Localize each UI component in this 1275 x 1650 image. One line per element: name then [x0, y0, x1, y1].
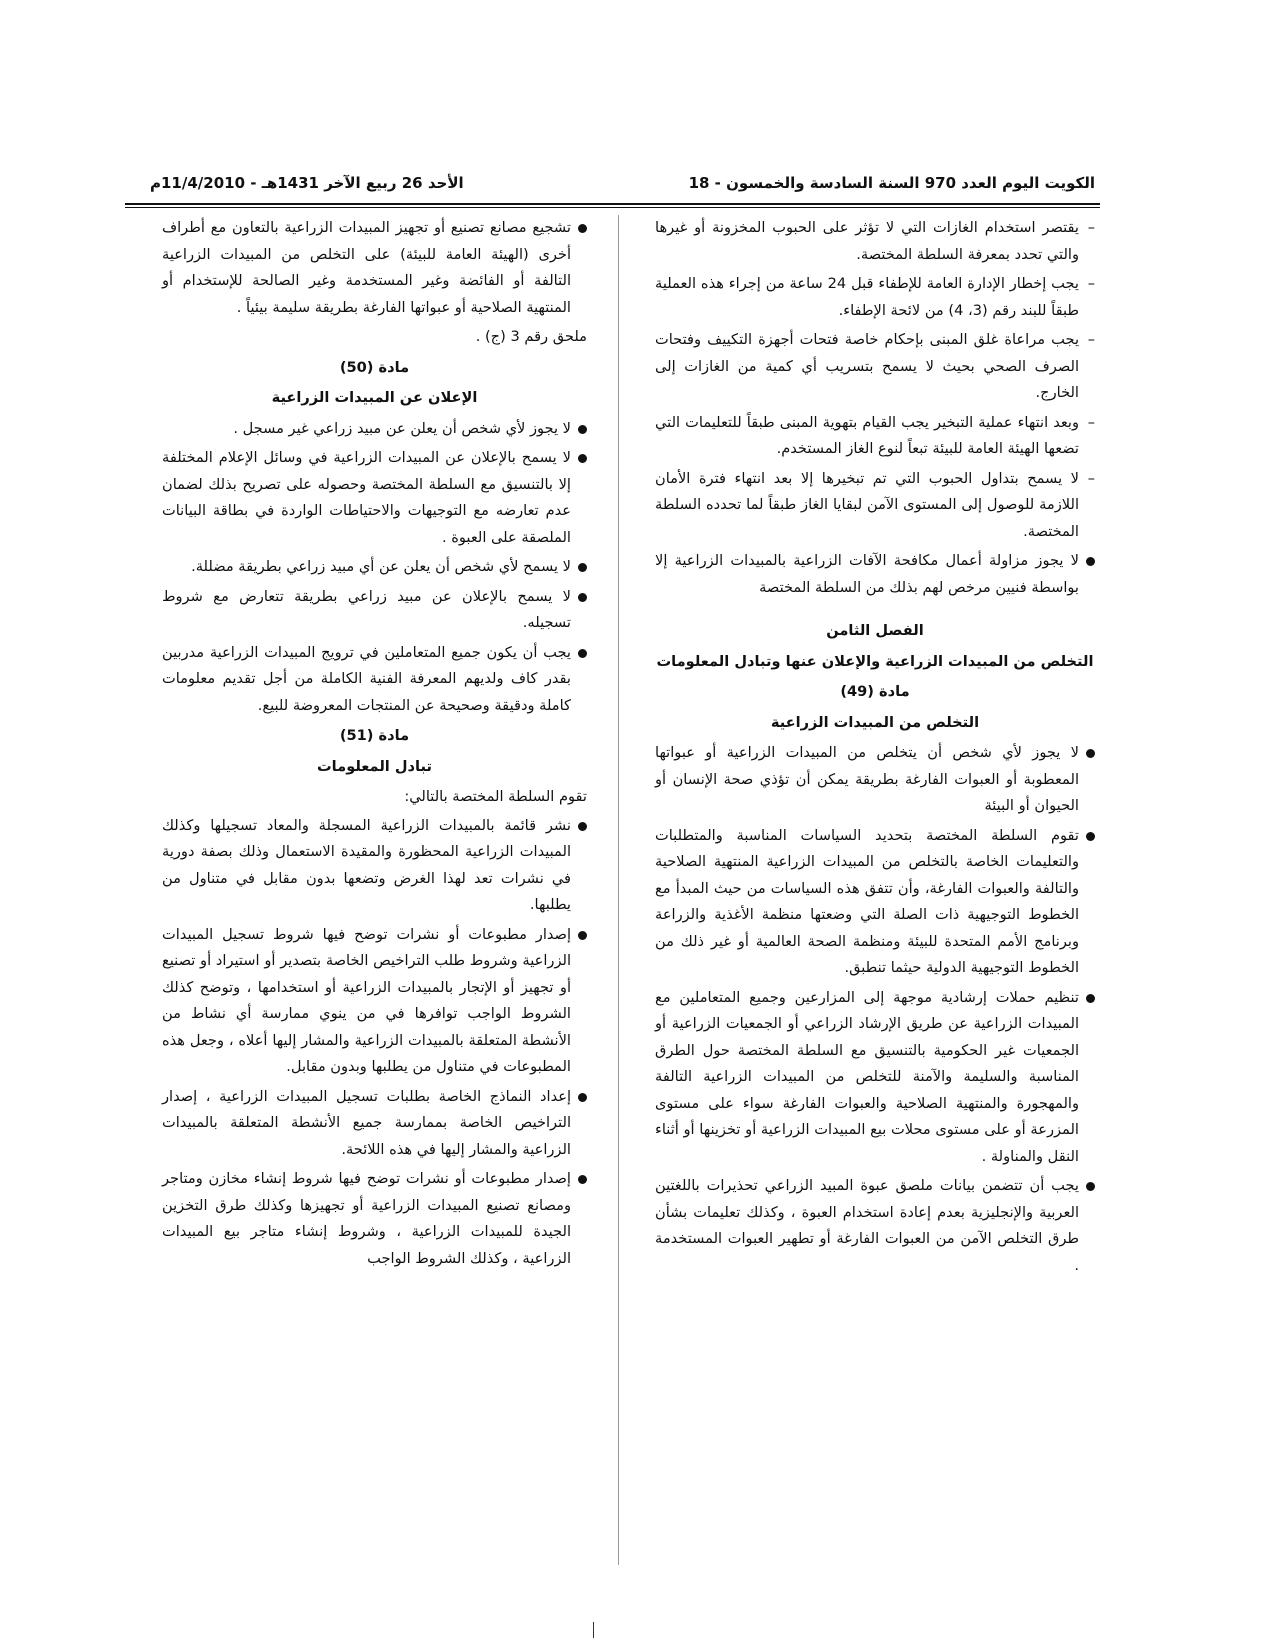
bullet-item: يجب أن تتضمن بيانات ملصق عبوة المبيد الزراعي تحذيرات باللغتين العربية والإنجليزية بعدم إعادة استخدام العبوة ، وكذلك تعليمات بشأن طرق التخلص الآمن من العبوات الفارغة أو تطهير العبوات المستخدمة .	[655, 1173, 1095, 1279]
article-heading: مادة (49)	[840, 683, 910, 700]
left-column	[162, 215, 587, 1275]
scan-mark	[593, 1622, 594, 1638]
bullet-item: إعداد النماذج الخاصة بطلبات تسجيل المبيدات الزراعية ، إصدار التراخيص الخاصة بممارسة جميع الأنشطة المتعلقة بالمبيدات الزراعية والمشار إليها في هذه اللائحة.	[162, 1084, 587, 1164]
bullet-item: نشر قائمة بالمبيدات الزراعية المسجلة والمعاد تسجيلها وكذلك المبيدات الزراعية المحظورة والمقيدة الاستعمال وذلك بصفة دورية في نشرات تعد لهذا الغرض وتضعها بدون مقابل في متناول من يطلبها.	[162, 813, 587, 919]
bullet-icon	[578, 649, 587, 658]
bullet-icon	[1086, 1182, 1095, 1191]
bullet-item: إصدار مطبوعات أو نشرات توضح فيها شروط تسجيل المبيدات الزراعية وشروط طلب التراخيص الخاصة بتصدير أو استيراد أو تصنيع أو تجهيز أو الإتجار بالمبيدات الزراعية أو استخدامها ، وتوضح كذلك الشروط الواجب توافرها في من ينوي ممارسة أي نشاط من الأنشطة المتعلقة بالمبيدات الزراعية والمشار إليها أعلاه ، وجعل هذه المطبوعات في متناول من يطلبها وبدون مقابل.	[162, 922, 587, 1081]
bullet-item: لا يسمح بالإعلان عن المبيدات الزراعية في وسائل الإعلام المختلفة إلا بالتنسيق مع السلطة المختصة وحصوله على تصريح بذلك لضمان عدم تعارضه مع التوجيهات والاحتياطات الواردة في بطاقة البيانات الملصقة على العبوة .	[162, 445, 587, 551]
article-title: التخلص من المبيدات الزراعية	[770, 713, 980, 731]
bullet-icon	[1086, 749, 1095, 758]
page-header	[150, 168, 1095, 198]
bullet-icon	[578, 931, 587, 940]
bullet-item: تشجيع مصانع تصنيع أو تجهيز المبيدات الزراعية بالتعاون مع أطراف أخرى (الهيئة العامة للبيئة) على التخلص من المبيدات الزراعية التالفة أو الفائضة وغير المستخدمة وغير الصالحة للإستخدام أو المنتهية الصلاحية أو عبواتها الفارغة بطريقة سليمة بيئياً .	[162, 215, 587, 321]
chapter-subtitle: التخلص من المبيدات الزراعية والإعلان عنها وتبادل المعلومات	[656, 652, 1094, 670]
header-date: الأحد 26 ربيع الآخر 1431هـ - 11/4/2010م	[150, 174, 464, 192]
column-divider	[618, 215, 619, 1565]
dash-item: – يجب إخطار الإدارة العامة للإطفاء قبل 24 ساعة من إجراء هذه العملية طبقاً للبند رقم (3، 4) من لائحة الإطفاء.	[655, 275, 1095, 319]
bullet-icon	[1086, 557, 1095, 566]
header-issue-info: الكويت اليوم العدد 970 السنة السادسة والخمسون - 18	[688, 174, 1095, 192]
dash-item: – لا يسمح بتداول الحبوب التي تم تبخيرها إلا بعد انتهاء فترة الأمان اللازمة للوصول إلى المستوى الآمن لبقايا الغاز طبقاً لما تحدده السلطة المختصة.	[655, 469, 1095, 540]
bullet-item: لا يسمح لأي شخص أن يعلن عن أي مبيد زراعي بطريقة مضللة.	[162, 554, 587, 581]
bullet-icon	[578, 425, 587, 434]
article-heading: مادة (50)	[339, 358, 410, 376]
right-column	[655, 215, 1095, 1282]
article-intro: تقوم السلطة المختصة بالتالي:	[404, 788, 587, 805]
bullet-item: لا يجوز لأي شخص أن يعلن عن مبيد زراعي غير مسجل .	[162, 416, 587, 443]
bullet-icon	[578, 1175, 587, 1184]
bullet-item: تقوم السلطة المختصة بتحديد السياسات المناسبة والمتطلبات والتعليمات الخاصة بالتخلص من المبيدات الزراعية المنتهية الصلاحية والتالفة والعبوات الفارغة، وأن تتفق هذه السياسات من حيث المبدأ مع الخطوط التوجيهية ذات الصلة التي وضعتها منظمة الأغذية والزراعة وبرنامج الأمم المتحدة للبيئة ومنظمة الصحة العالمية أو غير ذلك من الخطوط التوجيهية الدولية حيثما تنطبق.	[655, 823, 1095, 982]
bullet-item: إصدار مطبوعات أو نشرات توضح فيها شروط إنشاء مخازن ومتاجر ومصانع تصنيع المبيدات الزراعية أو تجهيزها وكذلك طرق التخزين الجيدة للمبيدات الزراعية ، وشروط إنشاء متاجر بيع المبيدات الزراعية ، وكذلك الشروط الواجب	[162, 1166, 587, 1272]
bullet-icon	[1086, 994, 1095, 1003]
dash-item: – يقتصر استخدام الغازات التي لا تؤثر على الحبوب المخزونة أو غيرها والتي تحدد بمعرفة السلطة المختصة.	[655, 219, 1095, 263]
header-rule-thin	[125, 207, 1100, 208]
bullet-icon	[578, 822, 587, 831]
bullet-item: تنظيم حملات إرشادية موجهة إلى المزارعين وجميع المتعاملين مع المبيدات الزراعية عن طريق الإرشاد الزراعي أو الجمعيات الزراعية أو الجمعيات غير الحكومية بالتنسيق مع السلطة المختصة حول الطرق المناسبة والسليمة والآمنة للتخلص من المبيدات الزراعية التالفة والمهجورة والمنتهية الصلاحية والعبوات الفارغة سواء على مستوى المزرعة أو على مستوى محلات بيع المبيدات الزراعية أو تخزينها أو أثناء النقل والمناولة .	[655, 985, 1095, 1171]
article-heading: مادة (51)	[339, 727, 410, 744]
bullet-item: لا يجوز لأي شخص أن يتخلص من المبيدات الزراعية أو عبواتها المعطوبة أو العبوات الفارغة بطريقة يمكن أن تؤذي صحة الإنسان أو الحيوان أو البيئة	[655, 740, 1095, 820]
bullet-icon	[578, 224, 587, 233]
header-rule	[125, 203, 1100, 205]
chapter-title: الفصل الثامن	[826, 622, 924, 639]
article-title: الإعلان عن المبيدات الزراعية	[271, 389, 478, 406]
bullet-icon	[578, 563, 587, 572]
bullet-icon	[578, 1093, 587, 1102]
bullet-icon	[1086, 832, 1095, 841]
bullet-item: لا يجوز مزاولة أعمال مكافحة الآفات الزراعية بالمبيدات الزراعية إلا بواسطة فنيين مرخص لهم بذلك من السلطة المختصة	[655, 548, 1095, 601]
annex-note: ملحق رقم 3 (ج) .	[475, 328, 587, 345]
dash-item: – وبعد انتهاء عملية التبخير يجب القيام بتهوية المبنى طبقاً للتعليمات التي تضعها الهيئة العامة للبيئة تبعاً لنوع الغاز المستخدم.	[655, 413, 1095, 457]
bullet-icon	[578, 454, 587, 463]
article-title: تبادل المعلومات	[317, 757, 432, 775]
bullet-item: يجب أن يكون جميع المتعاملين في ترويج المبيدات الزراعية مدربين بقدر كاف ولديهم المعرفة الفنية الكاملة من أجل تقديم معلومات كاملة ودقيقة وصحيحة عن المنتجات المعروضة للبيع.	[162, 640, 587, 720]
dash-item: – يجب مراعاة غلق المبنى بإحكام خاصة فتحات أجهزة التكييف وفتحات الصرف الصحي بحيث لا يسمح بتسريب أي كمية من الغازات إلى الخارج.	[655, 331, 1095, 401]
bullet-item: لا يسمح بالإعلان عن مبيد زراعي بطريقة تتعارض مع شروط تسجيله.	[162, 584, 587, 637]
bullet-icon	[578, 593, 587, 602]
